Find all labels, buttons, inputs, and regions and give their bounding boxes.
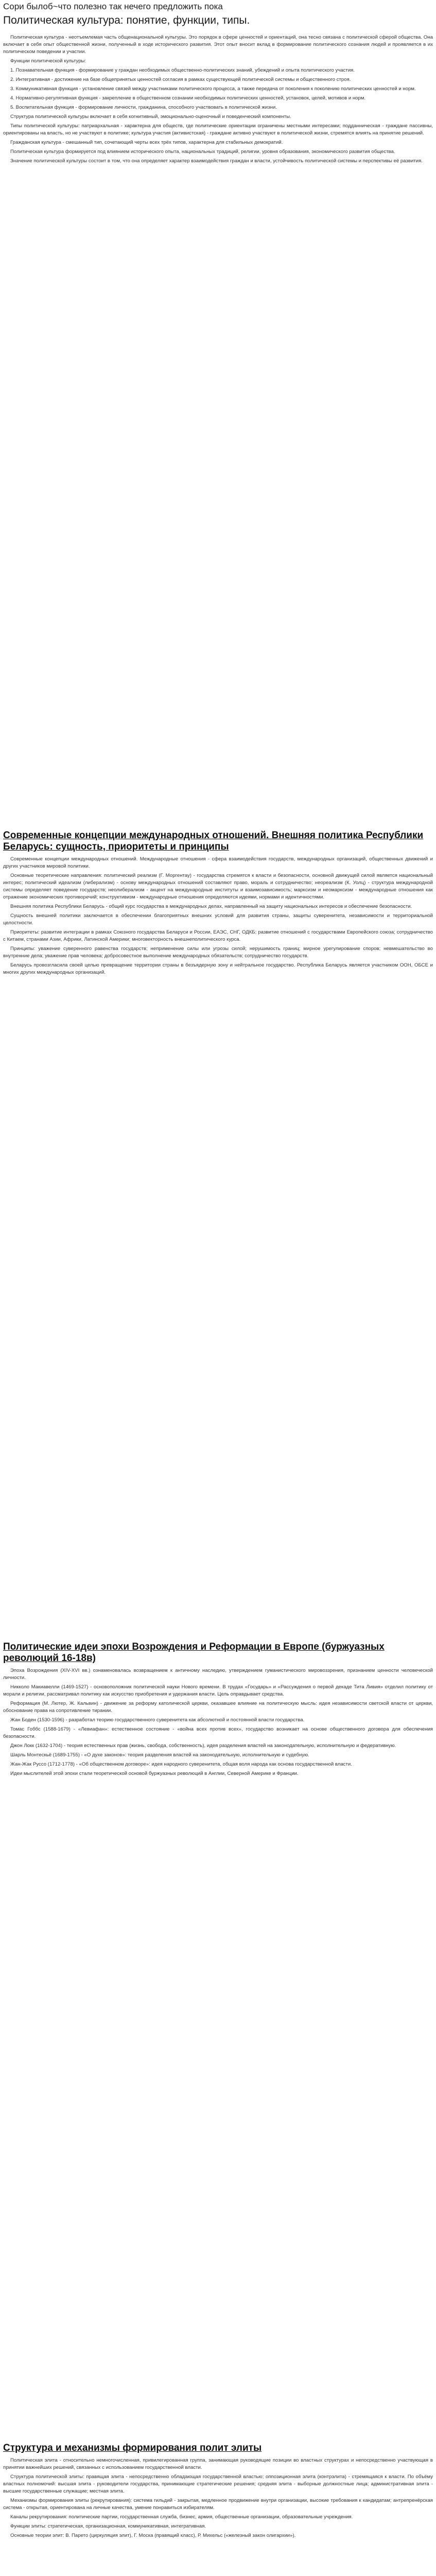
paragraph: Структура политической элиты: правящая элита - непосредственно обладающая государственной властью; оппозиционная элита (контрэлита) - стремящаяся к власти. По объёму властных полномочий: высшая элита - руководители государства, принимающие стратегические решения; средняя элита - выборные должностные лица; административная элита - высшие государственные служащие; местная элита.	[3, 2474, 433, 2494]
section-paragraphs	[3, 1667, 433, 1777]
paragraph: Гражданская культура - смешанный тип, сочетающий черты всех трёх типов, характерна для стабильных демократий.	[10, 140, 283, 145]
paragraph: Функции политической культуры:	[10, 58, 86, 64]
paragraph: Никколо Макиавелли (1469-1527) - основоположник политической науки Нового времени. В трудах «Государь» и «Рассуждения о первой декаде Тита Ливия» отделил политику от морали и религии, рассматривал политику как искусство приобретения и удержания власти. Цель оправдывает средства.	[3, 1684, 433, 1697]
paragraph: Основные теории элит: В. Парето (циркуляция элит), Г. Моска (правящий класс), Р. Михельс («железный закон олигархии»).	[10, 2533, 296, 2538]
paragraph: Принципы: уважение суверенного равенства государств; неприменение силы или угрозы силой; нерушимость границ; мирное урегулирование споров; невмешательство во внутренние дела; уважение прав человека; добросовестное выполнение международных обязательств; сотрудничество государств.	[3, 946, 433, 959]
paragraph: Каналы рекрутирования: политические партии, государственная служба, бизнес, армия, общественные организации, образовательные учреждения.	[10, 2514, 353, 2520]
section-heading: Современные концепции международных отношений. Внешняя политика Республики Беларусь: сущность, приоритеты и принципы	[3, 830, 424, 852]
document-section	[3, 830, 433, 1634]
section-paragraphs	[3, 856, 433, 976]
document-section	[3, 1641, 433, 2435]
section-heading: Политические идеи эпохи Возрождения и Реформации в Европе (буржуазных революций 16-18в)	[3, 1641, 385, 1664]
paragraph: Механизмы формирования элиты (рекрутирования): система гильдий - закрытая, медленное продвижение внутри организации, высокие требования к кандидатам; антрепренёрская система - открытая, ориентирована на личные качества, умение понравиться избирателям.	[3, 2498, 433, 2511]
paragraph: Типы политической культуры: патриархальная - характерна для обществ, где политические ориентации ограничены местными интересами; подданническая - граждане пассивны, ориентированы на власть, но не участвуют в политике; культура участия (активистская) - граждане активно участвуют в политической жизни, стремятся влиять на принятие решений.	[3, 123, 433, 136]
paragraph: Приоритеты: развитие интеграции в рамках Союзного государства Беларуси и России, ЕАЭС, СНГ, ОДКБ; развитие отношений с государствами Европейского союза; сотрудничество с Китаем, странами Азии, Африки, Латинской Америки; многовекторность внешнеполитического курса.	[3, 929, 433, 942]
document-section	[3, 2443, 433, 2576]
paragraph: Джон Локк (1632-1704) - теория естественных прав (жизнь, свобода, собственность), идея разделения властей на законодательную, исполнительную и федеративную.	[10, 1743, 396, 1749]
paragraph: Политическая культура формируется под влиянием исторического опыта, национальных традиций, религии, уровня образования, экономического развития общества.	[10, 149, 395, 155]
paragraph: 2. Интегративная - достижение на базе общепринятых ценностей согласия в рамках существующей политической системы и общественного строя.	[10, 77, 351, 82]
paragraph: Значение политической культуры состоит в том, что она определяет характер взаимодействия граждан и власти, устойчивость политической системы и перспективы её развития.	[10, 158, 423, 164]
paragraph: Шарль Монтескьё (1689-1755) - «О духе законов»: теория разделения властей на законодательную, исполнительную и судебную.	[10, 1752, 309, 1758]
paragraph: Основные теоретические направления: политический реализм (Г. Моргентау) - государства стремятся к власти и безопасности, основной движущей силой является национальный интерес; политический идеализм (либерализм) - основу международных отношений составляют право, мораль и сотрудничество; неореализм (К. Уолц) - структура международной системы определяет поведение государств; неолиберализм - акцент на международные институты и взаимозависимость; марксизм и неомарксизм - международные отношения как отражение экономических противоречий; конструктивизм - международные отношения определяются идеями, нормами и идентичностями.	[3, 873, 433, 900]
paragraph: Эпоха Возрождения (XIV-XVI вв.) ознаменовалась возвращением к античному наследию, утверждением гуманистического мировоззрения, признанием ценности человеческой личности.	[3, 1668, 433, 1681]
paragraph: Структура политической культуры включает в себя когнитивный, эмоционально-оценочный и поведенческий компоненты.	[10, 114, 291, 120]
document-body	[3, 34, 433, 2576]
paragraph: Сущность внешней политики заключается в обеспечении благоприятных внешних условий для развития страны, защиты суверенитета, независимости и территориальной целостности.	[3, 913, 433, 926]
paragraph: 5. Воспитательная функция - формирование личности, гражданина, способного участвовать в политической жизни.	[10, 105, 277, 110]
document-page	[0, 1, 436, 2576]
paragraph: Идеи мыслителей этой эпохи стали теоретической основой буржуазных революций в Англии, Северной Америке и Франции.	[10, 1771, 299, 1776]
paragraph: Внешняя политика Республики Беларусь - общий курс государства в международных делах, направленный на защиту национальных интересов и обеспечение безопасности.	[10, 904, 412, 909]
page-title: Политическая культура: понятие, функции, типы.	[3, 14, 250, 26]
apology-note: Сори былоб~что полезно так нечего предложить пока	[3, 2, 223, 11]
paragraph: Жан Боден (1530-1596) - разработал теорию государственного суверенитета как абсолютной и постоянной власти государства.	[10, 1717, 305, 1723]
paragraph: Функции элиты: стратегическая, организационная, коммуникативная, интегративная.	[10, 2523, 206, 2529]
paragraph: Политическая культура - неотъемлемая часть общенациональной культуры. Это порядок в сфере ценностей и ориентаций, она тесно связана с политической сферой общества. Она включает в себя опыт общественной жизни, полученный в ходе исторического развития. Этот опыт вносит вклад в формирование политического сознания людей и проявляется в их политическом поведении и участии.	[3, 35, 433, 55]
paragraph: Современные концепции международных отношений. Международные отношения - сфера взаимодействия государств, международных организаций, общественных движений и других участников мировой политики.	[3, 856, 433, 869]
paragraph: Реформация (М. Лютер, Ж. Кальвин) - движение за реформу католической церкви, оказавшее влияние на политическую мысль: идея независимости светской власти от церкви, обоснование права на сопротивление тирании.	[3, 1701, 433, 1714]
section-paragraphs	[3, 2457, 433, 2539]
paragraph: Беларусь провозгласила своей целью превращение территории страны в безъядерную зону и нейтральное государство. Республика Беларусь является участником ООН, ОБСЕ и многих других международных организаций.	[3, 962, 433, 975]
document-section	[3, 34, 433, 823]
paragraph: Жан-Жак Руссо (1712-1778) - «Об общественном договоре»: идея народного суверенитета, общая воля народа как основа государственной власти.	[10, 1761, 352, 1767]
paragraph: 4. Нормативно-регулятивная функция - закрепление в общественном сознании необходимых политических ценностей, установок, целей, мотивов и норм.	[10, 95, 366, 101]
paragraph: Томас Гоббс (1588-1679) - «Левиафан»: естественное состояние - «война всех против всех», государство возникает на основе общественного договора для обеспечения безопасности.	[3, 1726, 433, 1739]
section-paragraphs	[3, 34, 433, 165]
section-heading: Структура и механизмы формирования полит элиты	[3, 2443, 262, 2453]
paragraph: 1. Познавательная функция - формирование у граждан необходимых общественно-политических знаний, убеждений и опыта политического участия.	[10, 67, 355, 73]
paragraph: 3. Коммуникативная функция - установление связей между участниками политического процесса, а также передача от поколения к поколению политических ценностей и норм.	[10, 86, 416, 92]
paragraph: Политическая элита - относительно немногочисленная, привилегированная группа, занимающая руководящие позиции во властных структурах и непосредственно участвующая в принятии важнейших решений, связанных с использованием государственной власти.	[3, 2458, 433, 2470]
